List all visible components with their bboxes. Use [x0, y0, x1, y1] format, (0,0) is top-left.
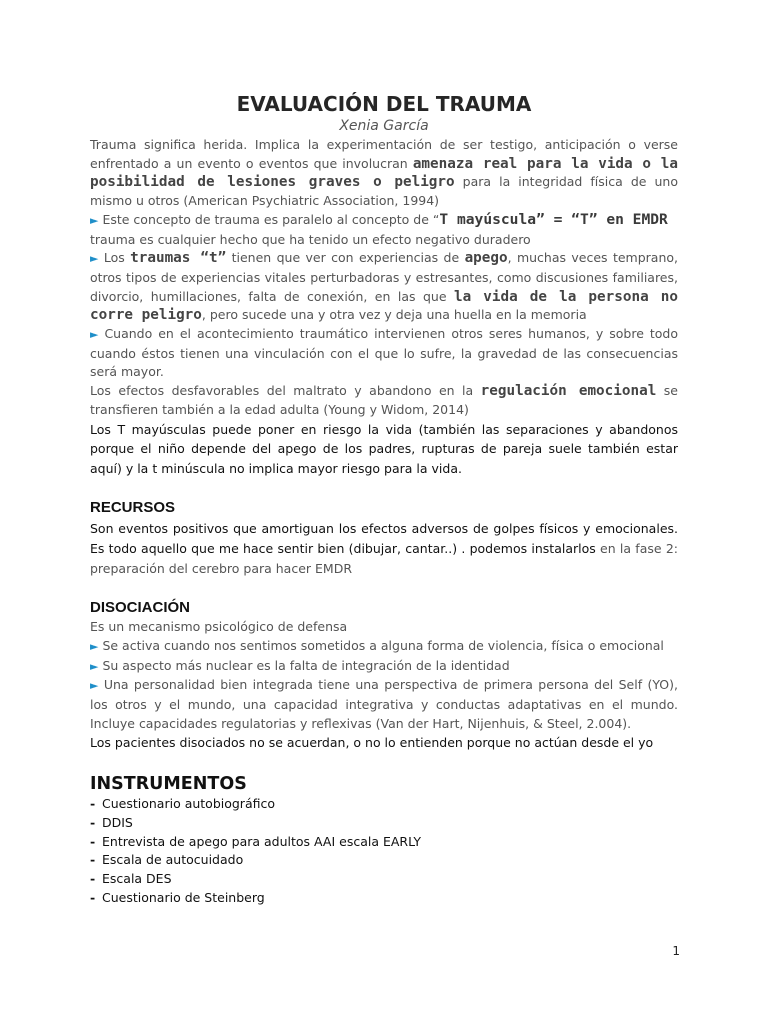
paragraph-regulation: [90, 382, 678, 419]
list-item: [90, 795, 678, 814]
emphasis-run: apego: [464, 250, 508, 267]
list-item-label: DDIS: [102, 814, 133, 830]
list-item: [90, 833, 678, 852]
paragraph-human-event: [90, 325, 678, 382]
list-item-label: Cuestionario autobiográfico: [102, 795, 276, 811]
bullet-item: [90, 657, 678, 677]
list-item-label: Escala de autocuidado: [102, 852, 244, 868]
arrow-bullet-icon: ►: [90, 328, 99, 342]
paragraph-small-t: [90, 249, 678, 325]
arrow-bullet-icon: ►: [90, 213, 99, 227]
text-run: tienen que ver con experiencias de: [226, 250, 465, 266]
arrow-bullet-icon: ►: [90, 252, 99, 266]
list-item: [90, 889, 678, 908]
heading-disociacion: DISOCIACIÓN: [90, 599, 191, 617]
text-run: , muchas veces temprano, otros tipos de experiencias vitales perturbadoras y estresantes, como discusiones familiares, divorcio, humillaciones, falta de conexión, en las que: [90, 250, 678, 304]
text-run: trauma es cualquier hecho que ha tenido un efecto negativo duradero: [90, 231, 531, 247]
text-run: Los: [98, 250, 131, 266]
paragraph-recursos: [90, 519, 678, 578]
list-item-label: Escala DES: [102, 871, 172, 887]
paragraph-trauma-effect: [90, 231, 678, 250]
bullet-item: [90, 676, 678, 733]
text-run: se transfieren también a la edad adulta (Young y Widom, 2014): [90, 383, 678, 417]
arrow-bullet-icon: ►: [90, 659, 99, 673]
instrument-list: [90, 795, 678, 908]
paragraph-concept: [90, 211, 678, 231]
paragraph-definition: [90, 136, 678, 211]
text-run: Los efectos desfavorables del maltrato y abandono en la: [90, 383, 481, 399]
page-number: 1: [672, 944, 680, 958]
heading-instrumentos: INSTRUMENTOS: [90, 773, 247, 794]
text-run: Trauma significa herida. Implica la experimentación de ser testigo, anticipación o verse enfrentado a un evento o eventos que involucran: [90, 137, 678, 171]
dash-bullet-icon: -: [90, 795, 96, 811]
emphasis-run: amenaza real para la vida o la posibilidad de lesiones graves o peligro: [90, 155, 678, 191]
text-run: Se activa cuando nos sentimos sometidos a alguna forma de violencia, física o emocional: [98, 637, 664, 653]
list-item: [90, 814, 678, 833]
text-run: para la integridad física de uno mismo u otros (American Psychiatric Association, 1994): [90, 174, 678, 209]
document-body: [90, 136, 678, 908]
dash-bullet-icon: -: [90, 814, 96, 830]
list-item-label: Cuestionario de Steinberg: [102, 889, 265, 905]
paragraph-t-risk: Los T mayúsculas puede poner en riesgo la vida (también las separaciones y abandonos porque el niño depende del apego de los padres, rupturas de pareja suele también estar aquí) y la t minúscula no implica mayor riesgo para la vida.: [90, 421, 678, 476]
list-item: [90, 870, 678, 889]
text-run: Son eventos positivos que amortiguan los efectos adversos de golpes físicos y emocionales. Es todo aquello que me hace sentir bien (dibujar, cantar..) . podemos instalarlos: [90, 521, 678, 556]
text-run: Una personalidad bien integrada tiene una perspectiva de primera persona del Self (YO), los otros y el mundo, una capacidad integrativa y conductas adaptativas en el mundo. Incluye capacidades regulatorias y reflexivas (Van der Hart, Nijenhuis, & Steel, 2.004).: [90, 677, 678, 731]
dash-bullet-icon: -: [90, 889, 96, 905]
text-run: Cuando en el acontecimiento traumático intervienen otros seres humanos, y sobre todo cuando éstos tienen una vinculación con el que lo sufre, la gravedad de las consecuencias será mayor.: [90, 326, 678, 380]
emphasis-run: T mayúscula” = “T” en EMDR: [439, 210, 668, 228]
text-run: , pero sucede una y otra vez y deja una huella en la memoria: [201, 307, 587, 323]
text-run: Este concepto de trauma es paralelo al concepto de “: [98, 211, 440, 227]
text-run: Su aspecto más nuclear es la falta de integración de la identidad: [98, 657, 510, 673]
dash-bullet-icon: -: [90, 852, 96, 868]
text-run: en la fase 2: preparación del cerebro para hacer EMDR: [90, 540, 678, 576]
emphasis-run: traumas “t”: [130, 250, 227, 267]
arrow-bullet-icon: ►: [90, 679, 99, 693]
document-author: Xenia García: [339, 118, 429, 134]
document-title: EVALUACIÓN DEL TRAUMA: [236, 92, 532, 116]
list-item-label: Entrevista de apego para adultos AAI escala EARLY: [102, 833, 422, 849]
dash-bullet-icon: -: [90, 871, 96, 887]
paragraph-disociacion-closing: Los pacientes disociados no se acuerdan, o no lo entienden porque no actúan desde el yo: [90, 735, 654, 751]
emphasis-run: la vida de la persona no corre peligro: [90, 288, 678, 324]
emphasis-run: regulación emocional: [480, 383, 657, 400]
list-item: [90, 851, 678, 870]
heading-recursos: RECURSOS: [90, 499, 176, 517]
paragraph-disociacion-intro: Es un mecanismo psicológico de defensa: [90, 619, 348, 635]
arrow-bullet-icon: ►: [90, 639, 99, 653]
bullet-item: [90, 637, 678, 657]
dash-bullet-icon: -: [90, 833, 96, 849]
